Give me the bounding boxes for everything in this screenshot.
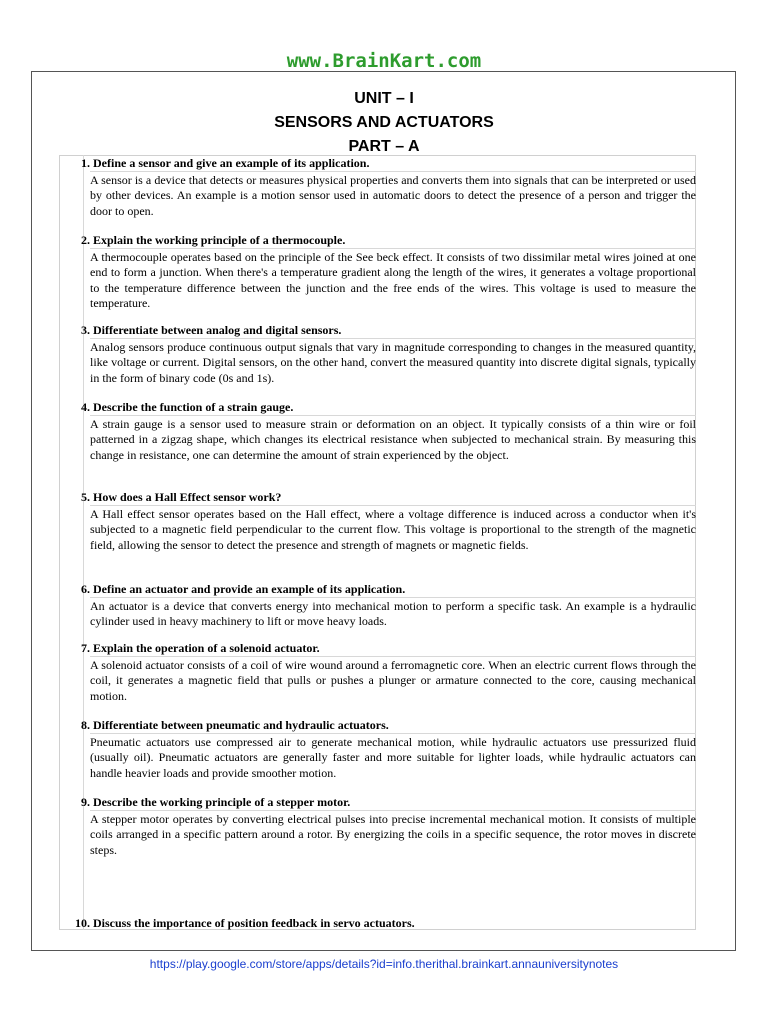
footer-link[interactable]: https://play.google.com/store/apps/details?id=info.therithal.brainkart.annauniversitynotes xyxy=(149,957,619,971)
question-number: 1. xyxy=(81,156,90,170)
answer-text: A Hall effect sensor operates based on the Hall effect, where a voltage difference is induced across a conductor when it's subjected to a magnetic field perpendicular to the current flow. This voltage is proportional to the strength of the magnetic field, allowing the sensor to detect the presence and strength of magnets or magnetic fields. xyxy=(90,507,696,552)
question-text: Describe the working principle of a stepper motor. xyxy=(93,795,351,809)
qa-item-7 xyxy=(59,641,696,704)
answer-text: Analog sensors produce continuous output signals that vary in magnitude corresponding to changes in the measured quantity, like voltage or current. Digital sensors, on the other hand, convert the measured quantity into discrete digital signals, typically in the form of binary code (0s and 1s). xyxy=(90,340,696,385)
question-text: Define an actuator and provide an example of its application. xyxy=(93,582,406,596)
qa-item-2 xyxy=(59,233,696,312)
part-title: PART – A xyxy=(348,138,420,155)
question-number: 8. xyxy=(81,718,90,732)
answer-text: A solenoid actuator consists of a coil of wire wound around a ferromagnetic core. When an electric current flows through the coil, it generates a magnetic field that pulls or pushes a plunger or armature connected to the core, causing mechanical motion. xyxy=(90,658,696,703)
question-text: How does a Hall Effect sensor work? xyxy=(93,490,282,504)
question-number: 2. xyxy=(81,233,90,247)
qa-item-5 xyxy=(59,490,696,553)
question-number: 3. xyxy=(81,323,90,337)
unit-title: UNIT – I xyxy=(354,90,414,107)
question-number: 10. xyxy=(75,916,90,930)
answer-text: A thermocouple operates based on the principle of the See beck effect. It consists of two dissimilar metal wires joined at one end to form a junction. When there's a temperature gradient along the length of the wires, it generates a voltage proportional to the temperature difference between the junction and the free ends of the wires. This voltage is used to measure the temperature. xyxy=(90,250,696,311)
answer-text: A sensor is a device that detects or measures physical properties and converts them into signals that can be interpreted or used by other devices. An example is a motion sensor used in automatic doors to detect the presence of a person and trigger the door to open. xyxy=(90,173,696,218)
question-text: Describe the function of a strain gauge. xyxy=(93,400,294,414)
question-text: Discuss the importance of position feedback in servo actuators. xyxy=(93,916,415,930)
answer-text: A strain gauge is a sensor used to measure strain or deformation on an object. It typically consists of a thin wire or foil patterned in a zigzag shape, which changes its electrical resistance when subjected to mechanical strain. By measuring this change in resistance, one can determine the amount of strain experienced by the object. xyxy=(90,417,696,462)
question-text: Define a sensor and give an example of its application. xyxy=(93,156,370,170)
question-text: Differentiate between analog and digital sensors. xyxy=(93,323,342,337)
answer-text: Pneumatic actuators use compressed air to generate mechanical motion, while hydraulic actuators use pressurized fluid (usually oil). Pneumatic actuators are generally faster and more suitable for lighter loads, while hydraulic actuators can handle heavier loads and provide smoother motion. xyxy=(90,735,696,780)
answer-text: An actuator is a device that converts energy into mechanical motion to perform a specific task. An example is a hydraulic cylinder used in heavy machinery to lift or move heavy loads. xyxy=(90,599,696,629)
answer-text: A stepper motor operates by converting electrical pulses into precise incremental mechanical motion. It consists of multiple coils arranged in a specific pattern around a rotor. By energizing the coils in a specific sequence, the rotor moves in discrete steps. xyxy=(90,812,696,857)
site-header[interactable]: www.BrainKart.com xyxy=(286,50,482,72)
qa-item-1 xyxy=(59,156,696,219)
qa-item-9 xyxy=(59,795,696,858)
qa-item-8 xyxy=(59,718,696,781)
question-number: 6. xyxy=(81,582,90,596)
question-number: 4. xyxy=(81,400,90,414)
question-text: Explain the working principle of a thermocouple. xyxy=(93,233,346,247)
question-text: Explain the operation of a solenoid actuator. xyxy=(93,641,320,655)
title-block xyxy=(0,87,768,159)
question-number: 9. xyxy=(81,795,90,809)
question-number: 5. xyxy=(81,490,90,504)
question-text: Differentiate between pneumatic and hydraulic actuators. xyxy=(93,718,389,732)
qa-item-10 xyxy=(59,916,696,931)
qa-item-6 xyxy=(59,582,696,630)
question-number: 7. xyxy=(81,641,90,655)
qa-item-4 xyxy=(59,400,696,463)
subject-title: SENSORS AND ACTUATORS xyxy=(274,114,494,131)
qa-item-3 xyxy=(59,323,696,386)
